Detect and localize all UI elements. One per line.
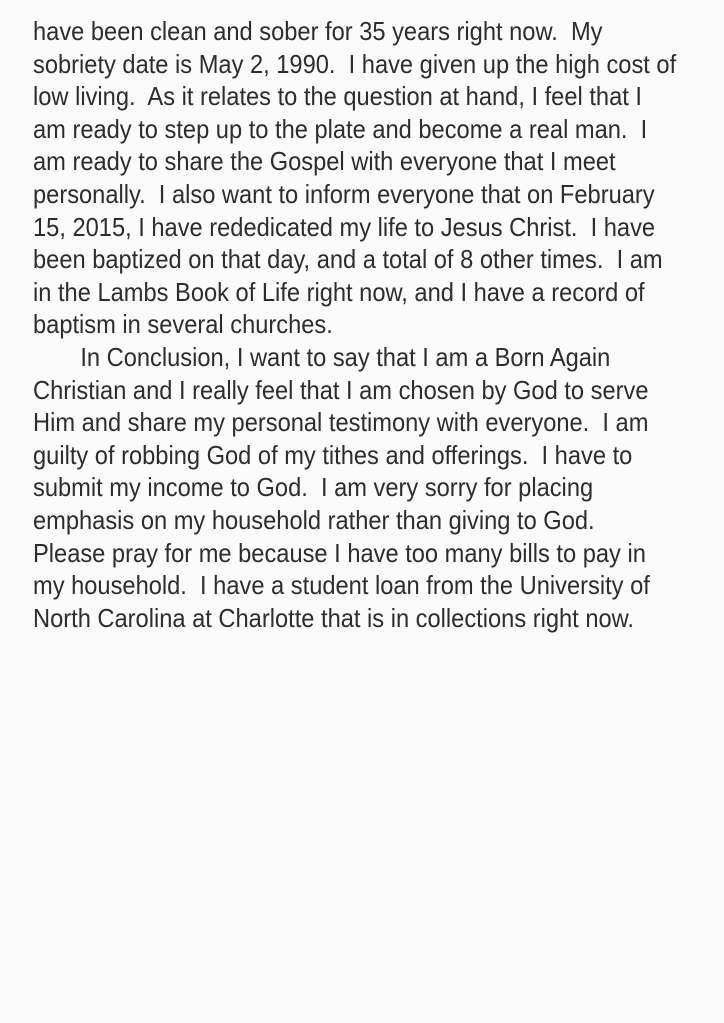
text-line: my household. I have a student loan from the University of <box>33 570 650 601</box>
text-line: submit my income to God. I am very sorry for placing <box>33 472 594 503</box>
text-line: sobriety date is May 2, 1990. I have given up the high cost of <box>33 48 677 79</box>
text-line: In Conclusion, I want to say that I am a Born Again <box>80 341 611 372</box>
text-line: baptism in several churches. <box>33 309 333 340</box>
paragraph <box>33 15 724 341</box>
text-line: Christian and I really feel that I am chosen by God to serve <box>33 374 649 405</box>
text-line: Him and share my personal testimony with everyone. I am <box>33 407 649 438</box>
text-line: been baptized on that day, and a total of 8 other times. I am <box>33 244 663 275</box>
text-line: low living. As it relates to the question at hand, I feel that I <box>33 81 642 112</box>
text-line: North Carolina at Charlotte that is in collections right now. <box>33 602 634 633</box>
text-line: have been clean and sober for 35 years right now. My <box>33 16 603 46</box>
text-line: Please pray for me because I have too many bills to pay in <box>33 537 646 568</box>
text-line: guilty of robbing God of my tithes and offerings. I have to <box>33 439 633 470</box>
paragraph <box>33 341 724 634</box>
text-line: personally. I also want to inform everyone that on February <box>33 178 655 209</box>
text-line: am ready to step up to the plate and become a real man. I <box>33 113 648 144</box>
text-line: emphasis on my household rather than giving to God. <box>33 504 595 535</box>
text-line: in the Lambs Book of Life right now, and I have a record of <box>33 276 645 307</box>
document-text <box>33 15 724 634</box>
text-line: am ready to share the Gospel with everyone that I meet <box>33 146 616 177</box>
text-line: 15, 2015, I have rededicated my life to Jesus Christ. I have <box>33 211 656 242</box>
